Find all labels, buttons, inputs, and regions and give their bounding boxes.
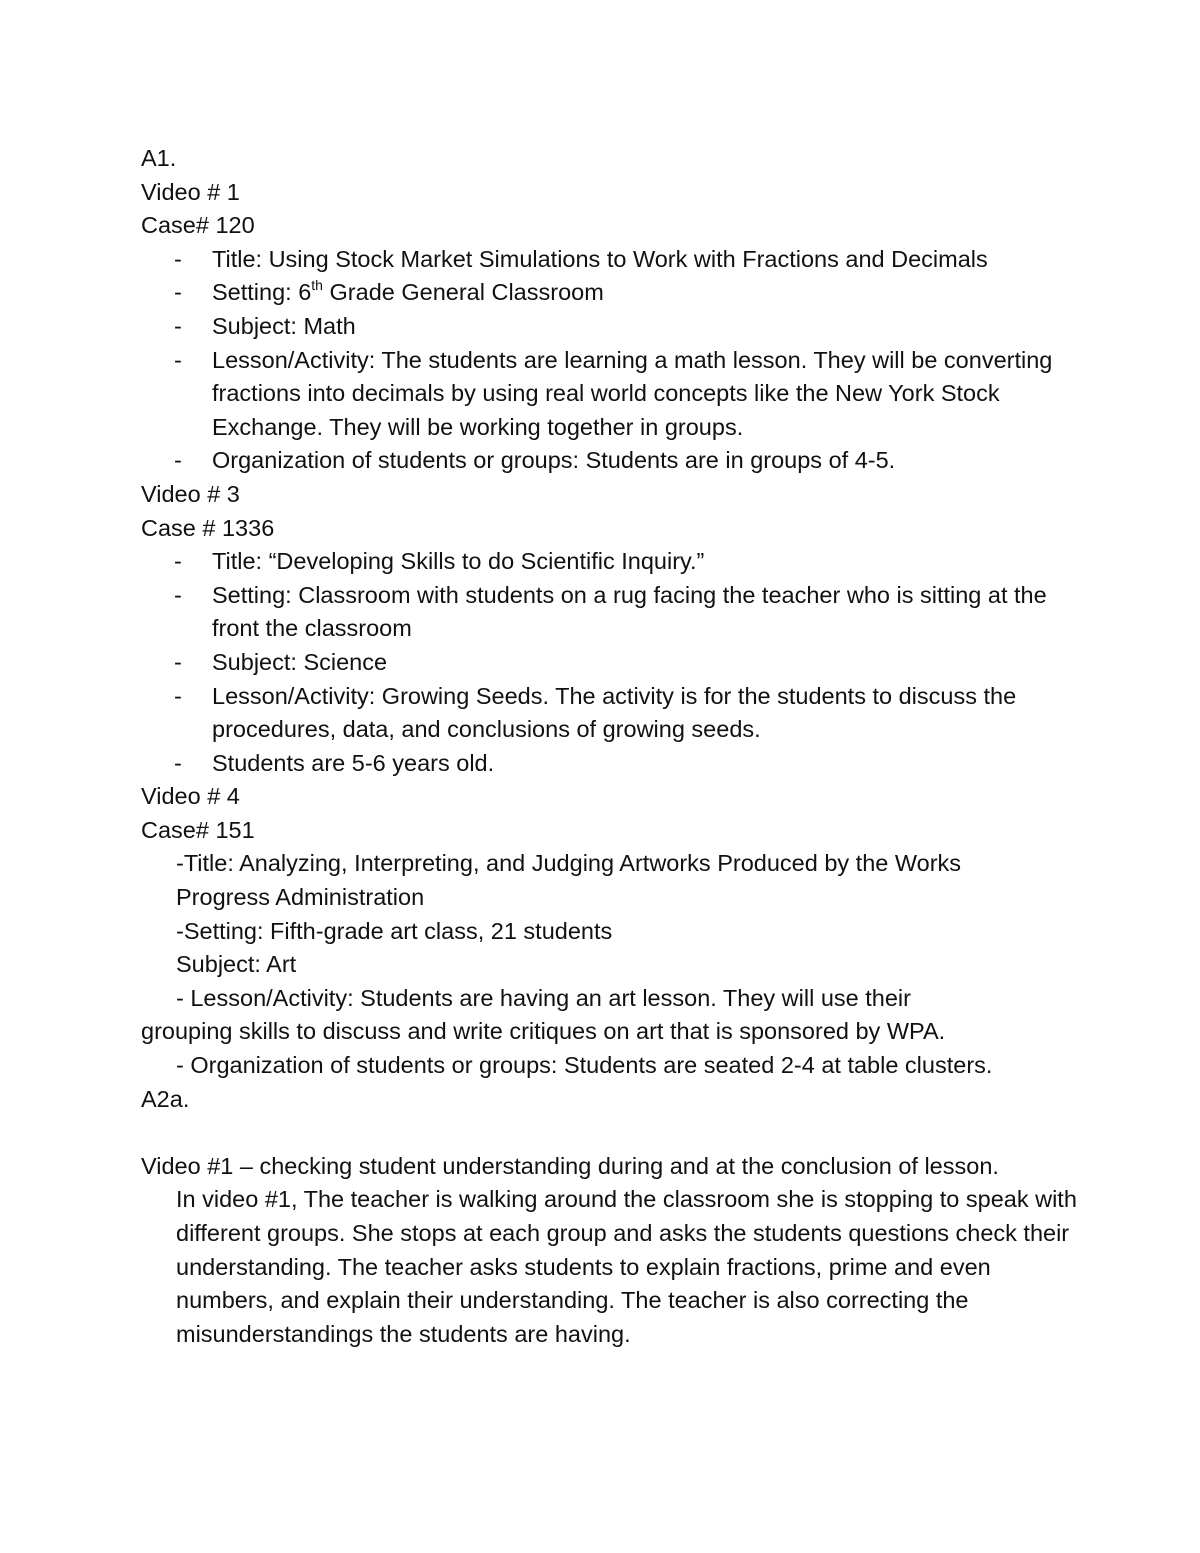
setting-suffix: Grade General Classroom	[322, 279, 604, 306]
video-3-ages: Students are 5-6 years old.	[212, 749, 495, 776]
video-3-subject: Subject: Science	[212, 648, 388, 675]
dash-marker: -	[174, 245, 182, 272]
dash-marker: -	[174, 581, 182, 608]
video-4-lesson-line-2: grouping skills to discuss and write critiques on art that is sponsored by WPA.	[141, 1018, 946, 1045]
list-item	[141, 444, 1081, 478]
a2a-video-1-heading: Video #1 – checking student understanding during and at the conclusion of lesson.	[141, 1152, 999, 1179]
ordinal-superscript: th	[311, 276, 323, 293]
video-1-details	[141, 243, 1081, 478]
video-1-subject: Subject: Math	[212, 312, 356, 339]
list-item	[141, 276, 1081, 310]
video-1-title: Title: Using Stock Market Simulations to Work with Fractions and Decimals	[212, 245, 988, 272]
video-3-details	[141, 545, 1081, 780]
document-body	[141, 142, 1084, 1351]
blank-line	[141, 1116, 1081, 1150]
video-1-organization: Organization of students or groups: Students are in groups of 4-5.	[212, 447, 896, 474]
video-3-label: Video # 3	[141, 480, 240, 507]
a2a-video-1-body: In video #1, The teacher is walking around the classroom she is stopping to speak with different groups. She stops at each group and asks the students questions check their understanding. The teacher asks students to explain fractions, prime and even numbers, and explain their understanding. The teacher is also correcting the misunderstandings the students are having.	[176, 1186, 1084, 1347]
list-item	[141, 545, 1081, 579]
case-120-label: Case# 120	[141, 212, 255, 239]
list-item	[141, 646, 1081, 680]
video-4-organization: - Organization of students or groups: Students are seated 2-4 at table clusters.	[176, 1052, 993, 1079]
list-item	[141, 310, 1081, 344]
video-4-title-line-2: Progress Administration	[176, 884, 425, 911]
dash-marker: -	[174, 682, 182, 709]
case-151-label: Case# 151	[141, 816, 255, 843]
video-1-lesson: Lesson/Activity: The students are learning a math lesson. They will be converting fractions into decimals by using real world concepts like the New York Stock Exchange. They will be working together in groups.	[212, 346, 1053, 440]
dash-marker: -	[174, 447, 182, 474]
video-3-lesson: Lesson/Activity: Growing Seeds. The activity is for the students to discuss the procedures, data, and conclusions of growing seeds.	[212, 682, 1017, 743]
list-item	[141, 579, 1081, 646]
dash-marker: -	[174, 548, 182, 575]
dash-marker: -	[174, 346, 182, 373]
list-item	[141, 243, 1081, 277]
video-3-title: Title: “Developing Skills to do Scientific Inquiry.”	[212, 548, 705, 575]
list-item	[141, 680, 1081, 747]
video-4-subject: Subject: Art	[176, 951, 297, 978]
video-4-title-line-1: -Title: Analyzing, Interpreting, and Judging Artworks Produced by the Works	[176, 850, 962, 877]
section-heading-a1: A1.	[141, 145, 177, 171]
video-4-label: Video # 4	[141, 783, 240, 810]
video-1-setting	[212, 276, 604, 306]
video-3-setting: Setting: Classroom with students on a rug facing the teacher who is sitting at the front the classroom	[212, 581, 1047, 642]
section-heading-a2a: A2a.	[141, 1085, 190, 1112]
video-4-setting: -Setting: Fifth-grade art class, 21 students	[176, 917, 613, 944]
dash-marker: -	[174, 648, 182, 675]
dash-marker: -	[174, 749, 182, 776]
video-1-label: Video # 1	[141, 178, 240, 205]
video-4-lesson-line-1: - Lesson/Activity: Students are having an art lesson. They will use their	[176, 984, 911, 1011]
list-item	[141, 344, 1081, 445]
list-item	[141, 747, 1081, 781]
dash-marker: -	[174, 312, 182, 339]
setting-prefix: Setting: 6	[212, 279, 312, 306]
case-1336-label: Case # 1336	[141, 514, 275, 541]
dash-marker: -	[174, 279, 182, 306]
